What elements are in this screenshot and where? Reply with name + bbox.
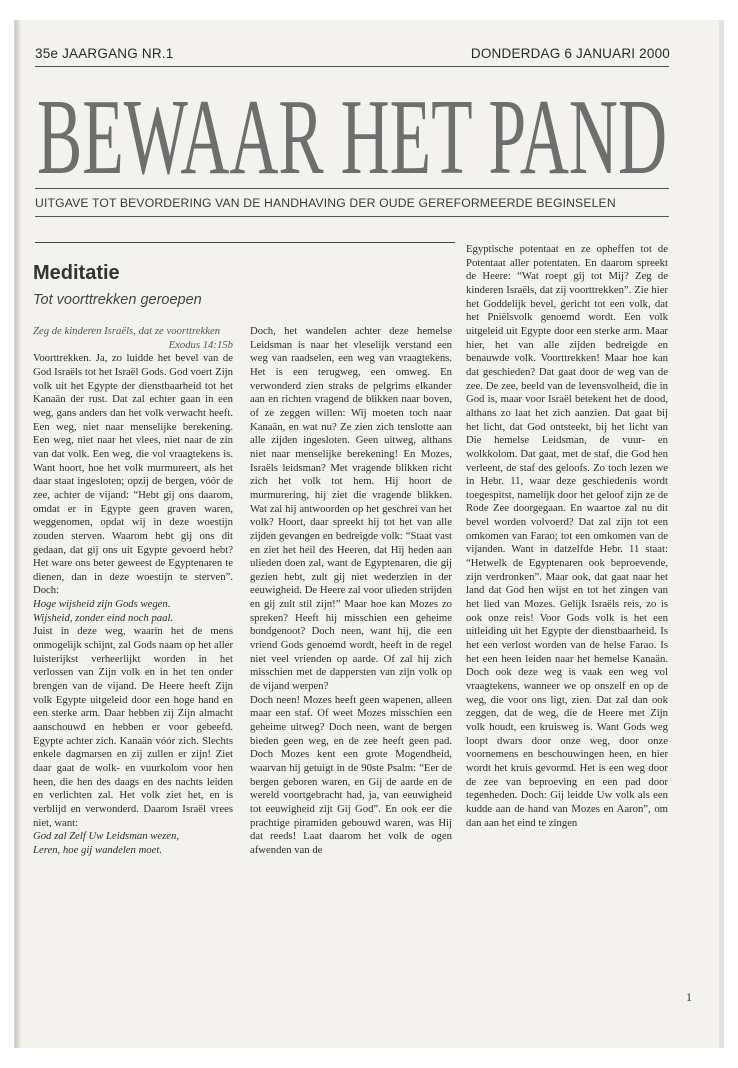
- epigraph: Zeg de kinderen Israëls, dat ze voorttrekken: [33, 325, 221, 337]
- page-number: 1: [686, 990, 692, 1004]
- epigraph-reference: Exodus 14:15b: [168, 338, 233, 351]
- top-rule: [35, 66, 669, 67]
- paragraph: Egyptische potentaat en ze opheffen tot de Potentaat aller potentaten. En daarom spreekt de Heere: “Wat roept gij tot Mij? Zeg de kinderen Israëls, dat zij voorttrekken”. Zie hier het Goddelijk bevel, gericht tot een volk, dat het Pniëlsvolk genoemd wordt. Een volk uitgeleid uit Egypte door een sterke arm. Maar hier, het van alle zijden bedreigde en benauwde volk. Voorttrekken! Maar hoe kan dat geschieden? Dat gaat door de weg van de zee. De zee, beeld van de levensvolheid, die in God is, maar voor Israël betekent het de dood, althans zo laat het zich aanzien. Dat gaat bij het licht, dat God ontsteekt, bij het licht van Die hemelse Leidsman, de vuur- en wolkkolom. Dat gaat, met de staf, die God hen verleent, de staf des geloofs. Zo toch lezen we in Hebr. 11, waar deze geschiedenis wordt toegespitst, namelijk door het geloof zijn ze de Rode Zee doorgegaan. En waartoe zal nu dit bevel worden volvoerd? Dat zal zijn tot een omkomen van Farao; tot een omkomen van de vijanden. Want in datzelfde Hebr. 11 staat: “Hetwelk de Egyptenaren ook beproevende, zijn verdronken”. Maar ook, dat gaat naar het land dat God hen wijst en tot het zingen van het lied van Mozes. Gelijk Israëls reis, zo is ook onze reis! Voor Gods volk is het een uitleiding uit het Egypte der dienstbaarheid. Is het een verlost worden van de helse Farao. Is het een heen leiden naar het hemelse Kanaän. Doch ook deze weg is vaak een weg vol vraagtekens, wanneer we op onszelf en op de weg, die voor ons ligt, zien. Dat zal dan ook zeggen, dat de weg, die de Heere met Zijn volk houdt, een kruisweg is. Want Gods weg loopt dwars door onze weg, door onze voornemens en beschouwingen heen, en hier wordt het kruis gevormd. Het is een weg door de zee van beproeving en een pad door tegenheden. Doch: Gij leidde Uw volk als een kudde aan de hand van Mozes en Aaron”, om dan aan het eind te zingen: [466, 243, 668, 829]
- masthead-rule-bottom: [35, 216, 669, 217]
- section-heading: Meditatie: [33, 262, 120, 284]
- masthead-title: BEWAAR HET PAND: [37, 78, 667, 185]
- verse-line: Wijsheid, zonder eind noch paal.: [33, 611, 174, 624]
- section-rule: [35, 242, 455, 243]
- masthead-rule-top: [35, 188, 669, 189]
- column-2: [250, 325, 452, 858]
- verse-line: God zal Zelf Uw Leidsman wezen,: [33, 830, 180, 843]
- tagline: UITGAVE TOT BEVORDERING VAN DE HANDHAVING DER OUDE GEREFORMEERDE BEGINSELEN: [35, 196, 616, 210]
- column-3: [466, 243, 668, 830]
- verse-line: Hoge wijsheid zijn Gods wegen.: [33, 598, 171, 611]
- page-edge: [719, 20, 723, 1048]
- paragraph: Juist in deze weg, waarin het de mens onmogelijk schijnt, zal Gods naam op het aller luisterijkst verheerlijkt worden in het verlossen van Zijn volk en in het ten onder brengen van de vijand. De Heere heeft Zijn volk Egypte uitgeleid door een hoge hand en een sterke arm. Daar hebben zij Zijn almacht aanschouwd en hebben er voor gebeefd. Egypte achter zich. Kanaän vóór zich. Slechts enkele dagmarsen en zij zullen er zijn! Ziet daar gaat de wolk- en vuurkolom voor hen heen, die hen des daags en des nachts leiden en verlichten zal. Het volk ziet het, en is verblijd en verwonderd. Daarom Israël vrees niet, want:: [33, 625, 233, 829]
- paragraph: Doch, het wandelen achter deze hemelse Leidsman is naar het vleselijk verstand een weg van raadselen, een weg van vraagtekens. Het is een terugweg, een omweg. En verwonderd zien straks de pelgrims elkander aan en richten vragend de blikken naar boven, of ze zeggen willen: Wij moeten toch naar Kanaän, en wat nu? Ze zien zich tenslotte aan alle zijden ingesloten. Geen uitweg, althans niet naar menselijke berekening! En Mozes, Israëls leidsman? Met vragende blikken richt zich het volk tot hem. Hij hoort de murmurering, hij ziet die vragende blikken. Wat zal hij antwoorden op het geschrei van het volk? Hoort, daar spreekt hij tot het van alle zijden gevangen en bedreigde volk: “Staat vast en ziet het heil des Heeren, dat Hij heden aan ulieden doen zal, want de Egyptenaren, die gij gezien hebt, zult gij niet wederzien in der eeuwigheid. De Heere zal voor ulieden strijden en gij zult stil zijn!” Maar hoe kan Mozes zo spreken? Heeft hij misschien een geheime bondgenoot? Doch neen, want hij, die een vriend Gods genoemd wordt, heeft in de regel niet veel vrienden op aarde. Of zal hij zich misschien met de dappersten van zijn volk op de vijand werpen?: [250, 325, 452, 693]
- article-title: Tot voorttrekken geroepen: [33, 292, 202, 308]
- verse-line: Leren, hoe gij wandelen moet.: [33, 843, 163, 856]
- volume-issue: 35e JAARGANG NR.1: [35, 46, 174, 61]
- masthead: [35, 75, 669, 185]
- masthead-title-svg: [35, 75, 669, 185]
- paragraph: Voorttrekken. Ja, zo luidde het bevel van de God Israëls tot het Israël Gods. God voert Zijn volk uit het Egypte der dienstbaarheid tot het Kanaän der rust. Dat zal echter gaan in een weg, gans anders dan het volk verwacht heeft. Een weg, niet naar menselijke berekening. Een weg, niet naar het vlees, niet naar de zin van dat volk. Een weg, die vol vraagtekens is. Want hoort, hoe het volk murmureert, als het daar staat ingesloten; opzij de bergen, vóór de zee, achter de vijand: “Hebt gij ons daarom, omdat er in Egypte geen graven waren, weggenomen, opdat wij in deze woestijn zouden sterven. Waarom hebt gij ons dit gedaan, dat gij ons uit Egypte gevoerd hebt? Het ware ons beter geweest de Egyptenaren te dienen, dan in deze woestijn te sterven”. Doch:: [33, 352, 233, 597]
- page-spine-shadow: [15, 20, 21, 1048]
- issue-date: DONDERDAG 6 JANUARI 2000: [470, 46, 670, 61]
- column-1: [33, 325, 233, 858]
- paragraph: Doch neen! Mozes heeft geen wapenen, alleen maar een staf. Of weet Mozes misschien een geheime uitweg? Doch neen, want de bergen bieden geen weg, en de zee heeft geen pad. Doch Mozes kent een grote Mogendheid, waarvan hij getuigt in de 90ste Psalm: “Eer de bergen geboren waren, en Gij de aarde en de wereld voortgebracht had, ja, van eeuwigheid tot eeuwigheid zijt Gij God”. En ook eer die prachtige piramiden gebouwd waren, was Hij dat reeds! Laat daarom het volk de ogen afwenden van de: [250, 693, 452, 856]
